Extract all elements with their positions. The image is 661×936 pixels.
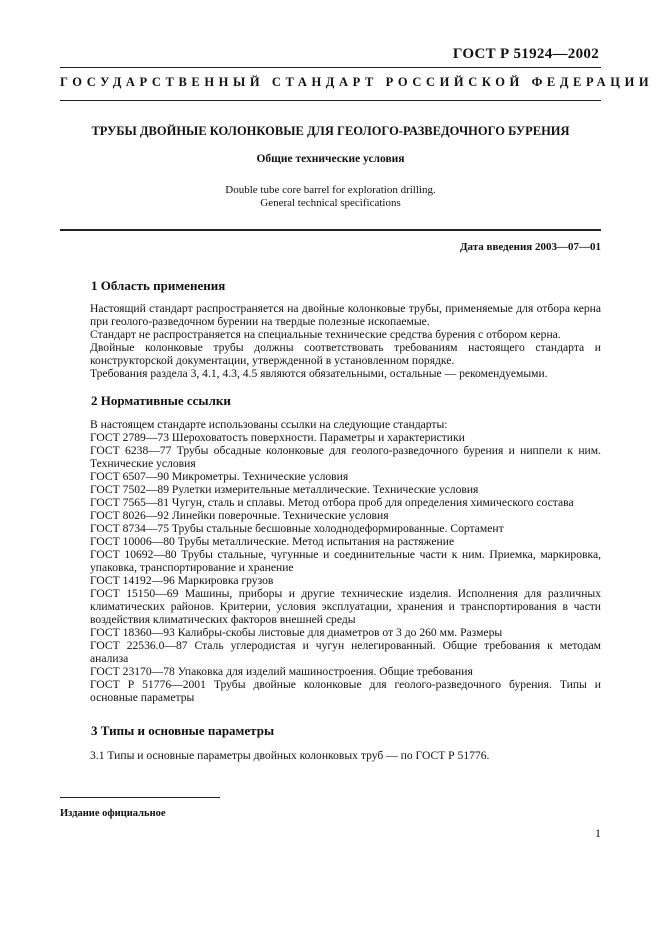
- title-rule: [60, 229, 601, 231]
- reference-item: ГОСТ 22536.0—87 Сталь углеродистая и чугун нелегированный. Общие требования к методам анализа: [90, 639, 601, 665]
- reference-item: ГОСТ 8734—75 Трубы стальные бесшовные холоднодеформированные. Сортамент: [90, 522, 504, 535]
- reference-item: ГОСТ 10692—80 Трубы стальные, чугунные и соединительные части к ним. Приемка, маркировка, упаковка, транспортирование и хранение: [90, 548, 601, 574]
- page-number: 1: [595, 826, 601, 840]
- footer-rule: [60, 797, 220, 798]
- reference-item: ГОСТ 7565—81 Чугун, сталь и сплавы. Метод отбора проб для определения химического состава: [90, 496, 574, 509]
- section-2-body: [90, 418, 601, 704]
- document-subtitle: Общие технические условия: [256, 153, 405, 165]
- section-2-intro: В настоящем стандарте использованы ссылки на следующие стандарты:: [90, 418, 448, 431]
- section-1-body: [90, 302, 601, 380]
- section-3-body: [90, 749, 601, 762]
- header-rule: [60, 67, 601, 68]
- reference-item: ГОСТ 8026—92 Линейки поверочные. Технические условия: [90, 509, 389, 522]
- section-2-heading: 2 Нормативные ссылки: [91, 393, 231, 408]
- reference-item: ГОСТ 15150—69 Машины, приборы и другие технические изделия. Исполнения для различных климатических районов. Критерии, условия эксплуатации, хранения и транспортирования в части воздействия климатических факторов внешней среды: [90, 587, 601, 626]
- section-3-heading: 3 Типы и основные параметры: [91, 723, 275, 738]
- english-title-line1: Double tube core barrel for exploration drilling.: [225, 184, 436, 196]
- reference-item: ГОСТ 6507—90 Микрометры. Технические условия: [90, 470, 349, 483]
- section-1-heading: 1 Область применения: [91, 278, 226, 293]
- reference-item: ГОСТ 6238—77 Трубы обсадные колонковые для геолого-разведочного бурения и ниппели к ним. Технические условия: [90, 444, 601, 470]
- reference-item: ГОСТ 23170—78 Упаковка для изделий машиностроения. Общие требования: [90, 665, 473, 678]
- reference-item: ГОСТ Р 51776—2001 Трубы двойные колонковые для геолого-разведочного бурения. Типы и основные параметры: [90, 678, 601, 704]
- introduction-date: Дата введения 2003—07—01: [459, 241, 601, 253]
- banner-rule: [60, 100, 601, 101]
- reference-item: ГОСТ 7502—89 Рулетки измерительные металлические. Технические условия: [90, 483, 479, 496]
- document-title: ТРУБЫ ДВОЙНЫЕ КОЛОНКОВЫЕ ДЛЯ ГЕОЛОГО-РАЗВЕДОЧНОГО БУРЕНИЯ: [91, 124, 570, 138]
- section-1-paragraph-2: Стандарт не распространяется на специальные технические средства бурения с отбором керна.: [90, 328, 561, 341]
- reference-item: ГОСТ 18360—93 Калибры-скобы листовые для диаметров от 3 до 260 мм. Размеры: [90, 626, 503, 639]
- reference-item: ГОСТ 10006—80 Трубы металлические. Метод испытания на растяжение: [90, 535, 455, 548]
- section-1-paragraph-1: Настоящий стандарт распространяется на двойные колонковые трубы, применяемые для отбора керна при геолого-разведочном бурении на твердые полезные ископаемые.: [90, 302, 601, 328]
- standard-code: ГОСТ Р 51924—2002: [452, 46, 599, 62]
- section-3-paragraph-1: 3.1 Типы и основные параметры двойных колонковых труб — по ГОСТ Р 51776.: [90, 749, 490, 762]
- section-1-paragraph-3: Двойные колонковые трубы должны соответствовать требованиям настоящего стандарта и конструкторской документации, утвержденной в установленном порядке.: [90, 341, 601, 367]
- reference-item: ГОСТ 2789—73 Шероховатость поверхности. Параметры и характеристики: [90, 431, 465, 444]
- edition-label: Издание официальное: [60, 808, 166, 819]
- reference-item: ГОСТ 14192—96 Маркировка грузов: [90, 574, 274, 587]
- section-1-paragraph-4: Требования раздела 3, 4.1, 4.3, 4.5 являются обязательными, остальные — рекомендуемыми.: [90, 367, 548, 380]
- state-standard-banner: ГОСУДАРСТВЕННЫЙ СТАНДАРТ РОССИЙСКОЙ ФЕДЕРАЦИИ: [60, 75, 654, 89]
- english-title-line2: General technical specifications: [260, 197, 401, 209]
